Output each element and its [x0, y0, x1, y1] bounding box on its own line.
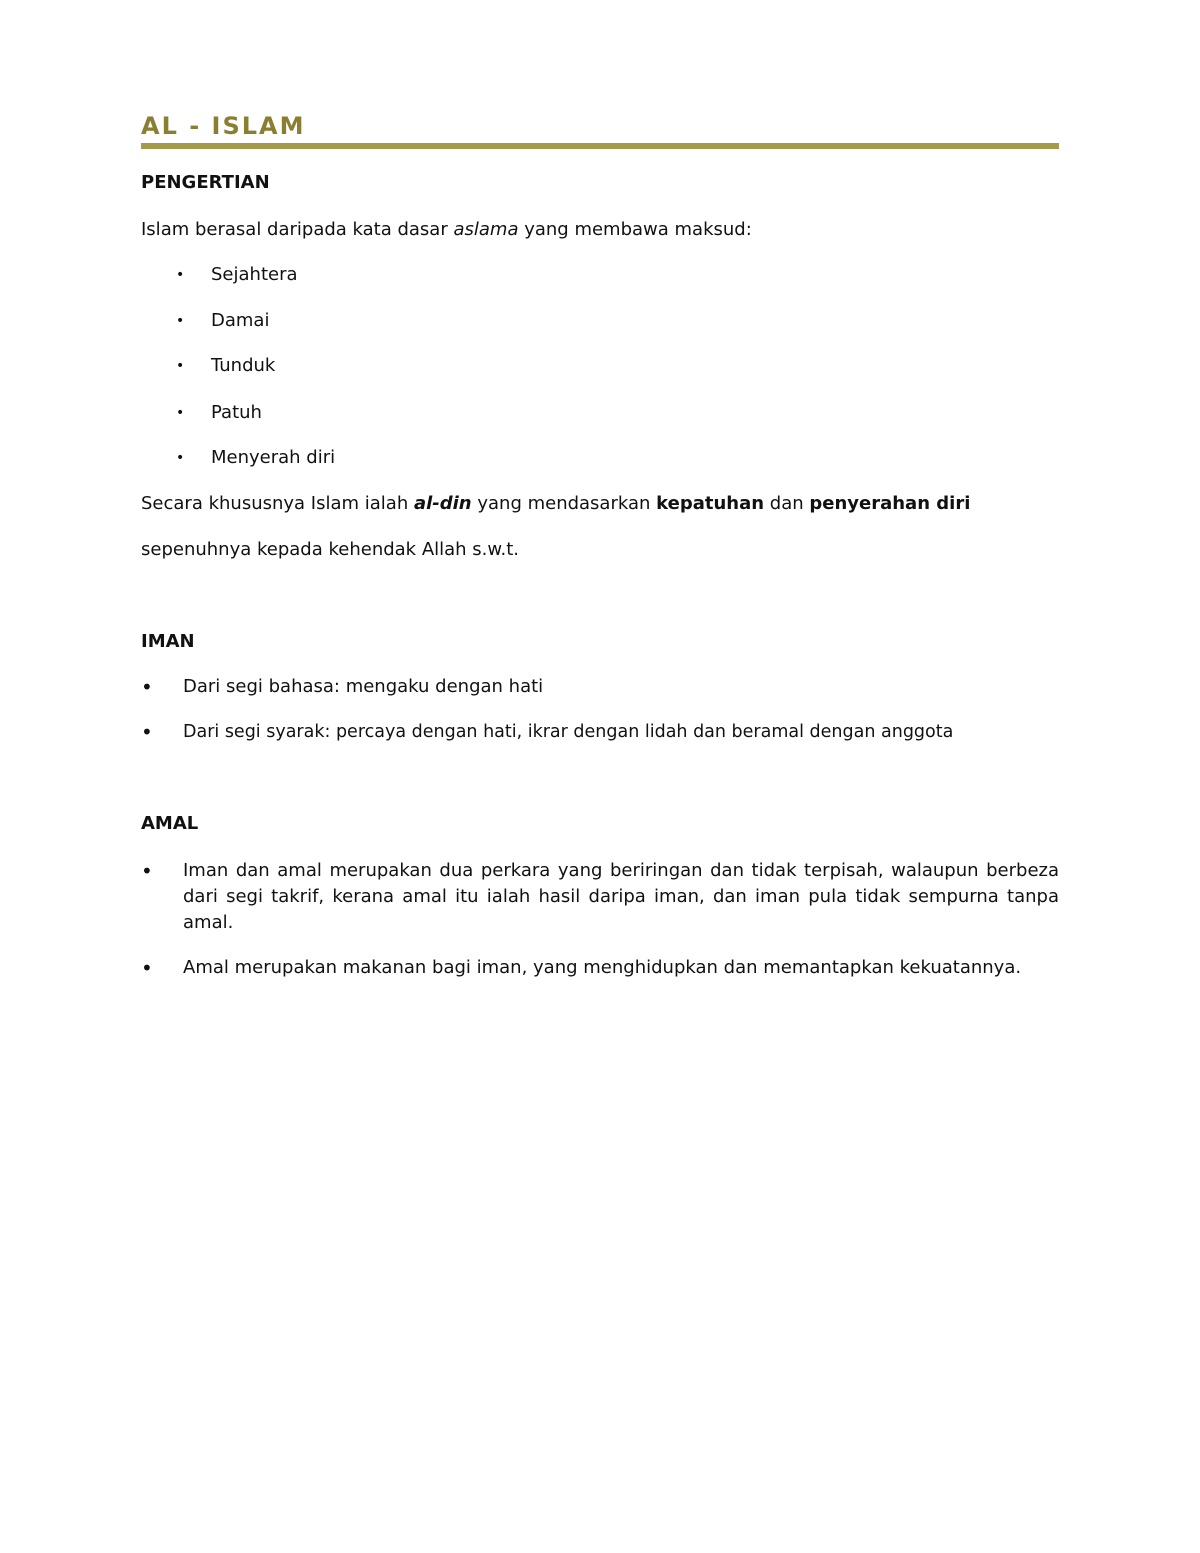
intro-text-before: Islam berasal daripada kata dasar — [141, 219, 454, 240]
bullet-icon: • — [141, 956, 153, 980]
intro-text-after: yang membawa maksud: — [518, 219, 752, 240]
bullet-icon: • — [176, 313, 185, 329]
list-item-label: Sejahtera — [211, 264, 298, 285]
summary-text: yang mendasarkan — [471, 493, 657, 514]
list-item-text: Dari segi bahasa: mengaku dengan hati — [183, 676, 544, 697]
list-item-text: Dari segi syarak: percaya dengan hati, ikrar dengan lidah dan beramal dengan anggota — [183, 722, 954, 742]
list-item-label: Damai — [211, 310, 270, 331]
bullet-icon: • — [176, 267, 185, 283]
bullet-icon: • — [141, 675, 153, 699]
bullet-icon: • — [141, 859, 153, 883]
section-heading-amal: AMAL — [141, 813, 199, 834]
list-item-label: Menyerah diri — [211, 447, 336, 468]
list-item — [141, 858, 1059, 936]
pengertian-summary-line-1 — [141, 492, 970, 516]
list-item — [141, 674, 1059, 700]
bullet-icon: • — [176, 450, 185, 466]
bullet-icon: • — [141, 720, 153, 744]
bullet-icon: • — [176, 405, 185, 421]
pengertian-summary-line-2: sepenuhnya kepada kehendak Allah s.w.t. — [141, 539, 519, 560]
list-item — [141, 955, 1059, 981]
list-item-label: Patuh — [211, 402, 262, 423]
list-item-text: Amal merupakan makanan bagi iman, yang menghidupkan dan memantapkan kekuatannya. — [183, 957, 1022, 978]
title-underline-rule — [141, 143, 1059, 149]
summary-term-kepatuhan: kepatuhan — [656, 493, 765, 514]
intro-term-aslama: aslama — [453, 219, 519, 240]
summary-term-aldin: al-din — [413, 493, 472, 514]
list-item — [141, 719, 1059, 745]
list-item-text: Iman dan amal merupakan dua perkara yang beriringan dan tidak terpisah, walaupun berbeza dari segi takrif, kerana amal itu ialah hasil daripa iman, dan iman pula tidak sempurna tanpa amal. — [183, 860, 1059, 933]
section-heading-pengertian: PENGERTIAN — [141, 172, 270, 193]
summary-term-penyerahan-diri: penyerahan diri — [809, 493, 971, 514]
pengertian-intro — [141, 218, 752, 242]
summary-text: Secara khususnya Islam ialah — [141, 493, 414, 514]
bullet-icon: • — [176, 358, 185, 374]
section-heading-iman: IMAN — [141, 631, 195, 652]
list-item-label: Tunduk — [211, 355, 276, 376]
document-title: AL - ISLAM — [141, 112, 306, 140]
summary-text: dan — [764, 493, 810, 514]
